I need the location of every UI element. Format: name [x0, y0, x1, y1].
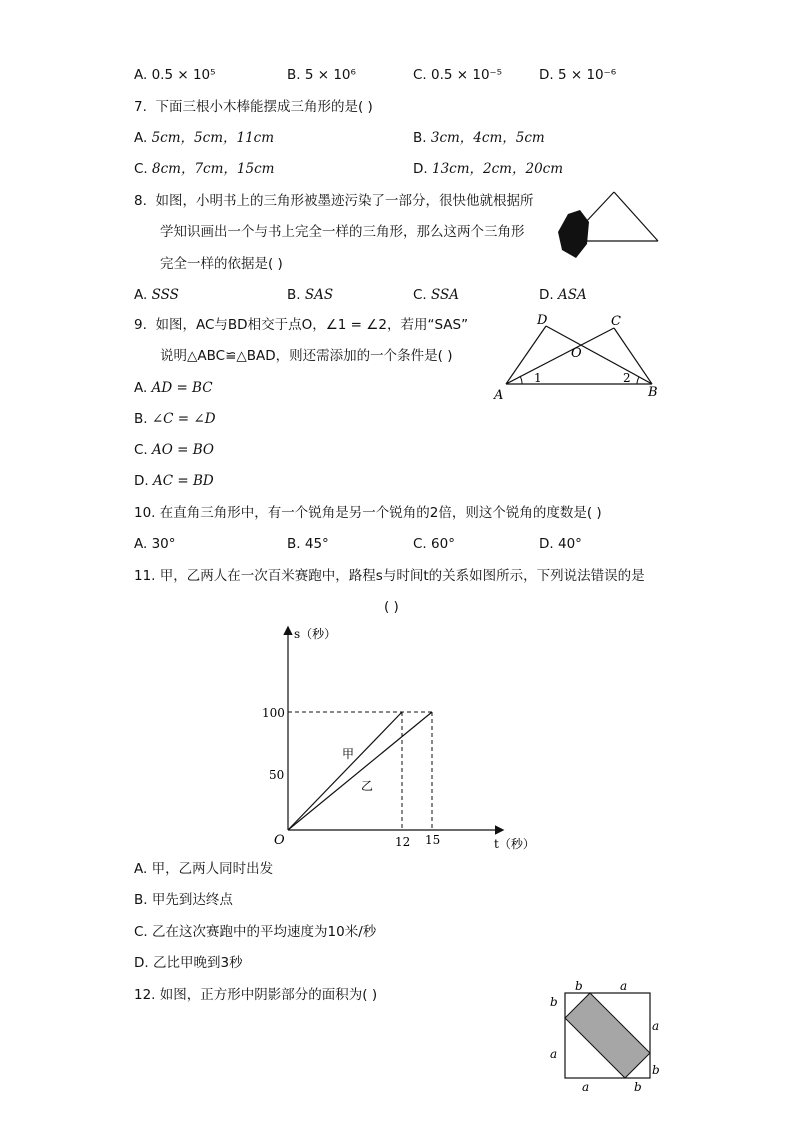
q11-option-c: C. 乙在这次赛跑中的平均速度为10米/秒	[134, 924, 377, 940]
q7-option-c: C. 8cm，7cm，15cm	[134, 161, 275, 177]
q10-option-b: B. 45°	[287, 536, 329, 552]
q6-option-c: C. 0.5 × 10⁻⁵	[413, 67, 503, 83]
line-jia	[288, 712, 402, 830]
label-angle-1: 1	[534, 371, 542, 385]
q12-square-figure	[540, 976, 670, 1096]
label-right-b: b	[652, 1063, 660, 1077]
q6-option-b: B. 5 × 10⁶	[287, 67, 356, 83]
shaded-region	[565, 993, 650, 1078]
label-o: O	[571, 346, 582, 361]
q6-option-d: D. 5 × 10⁻⁶	[539, 67, 617, 83]
q8-stem-line-1: 8. 如图，小明书上的三角形被墨迹污染了一部分，很快他就根据所	[134, 193, 534, 209]
q11-option-b: B. 甲先到达终点	[134, 892, 233, 908]
label-yi: 乙	[361, 779, 374, 793]
q8-option-b: B. SAS	[287, 287, 334, 303]
q10-option-c: C. 60°	[413, 536, 455, 552]
q7-option-a: A. 5cm，5cm，11cm	[134, 130, 275, 146]
x-axis-label: t（秒）	[494, 837, 535, 851]
q10-stem: 10. 在直角三角形中，有一个锐角是另一个锐角的2倍，则这个锐角的度数是( )	[134, 505, 602, 521]
triangle-edge	[614, 192, 658, 241]
label-left-a: a	[550, 1047, 558, 1061]
line-yi	[288, 712, 432, 830]
label-angle-2: 2	[623, 371, 631, 385]
label-bottom-b: b	[634, 1080, 642, 1094]
segment-bc	[614, 328, 652, 384]
q9-stem-line-2: 说明△ABC≌△BAD，则还需添加的一个条件是( )	[160, 348, 453, 364]
q8-stem-line-2: 学知识画出一个与书上完全一样的三角形，那么这两个三角形	[160, 224, 525, 240]
label-top-b: b	[575, 979, 583, 993]
label-d: D	[537, 313, 548, 328]
q8-option-d: D. ASA	[539, 287, 587, 303]
q10-option-a: A. 30°	[134, 536, 176, 552]
q11-stem: 11. 甲，乙两人在一次百米赛跑中，路程s与时间t的关系如图所示，下列说法错误的是	[134, 568, 645, 584]
q8-option-c: C. SSA	[413, 287, 460, 303]
y-axis-label: s（秒）	[294, 627, 337, 641]
q11-distance-time-graph	[262, 618, 552, 858]
ink-blot	[558, 210, 589, 258]
x-tick-12: 12	[395, 835, 411, 849]
q9-option-c: C. AO = BO	[134, 442, 214, 458]
label-top-a: a	[620, 979, 628, 993]
label-bottom-a: a	[582, 1080, 590, 1094]
q8-stem-line-3: 完全一样的依据是( )	[160, 256, 283, 272]
q9-option-b: B. ∠C = ∠D	[134, 411, 216, 427]
q9-option-d: D. AC = BD	[134, 473, 214, 489]
label-b: B	[648, 385, 658, 400]
segment-ac	[506, 328, 614, 384]
angle-2-arc	[637, 377, 639, 384]
y-tick-50: 50	[269, 768, 285, 782]
q6-option-a: A. 0.5 × 10⁵	[134, 67, 216, 83]
q7-option-b: B. 3cm，4cm，5cm	[413, 130, 545, 146]
q11-option-d: D. 乙比甲晚到3秒	[134, 955, 243, 971]
q9-stem-line-1: 9. 如图，AC与BD相交于点O，∠1 = ∠2，若用“SAS”	[134, 317, 469, 333]
q7-stem: 7. 下面三根小木棒能摆成三角形的是( )	[134, 99, 373, 115]
label-right-a: a	[652, 1019, 660, 1033]
q9-option-a: A. AD = BC	[134, 380, 213, 396]
label-jia: 甲	[342, 747, 355, 761]
label-c: C	[611, 314, 621, 329]
origin-label: O	[274, 833, 285, 848]
q11-paren: ( )	[384, 599, 399, 615]
q12-stem: 12. 如图，正方形中阴影部分的面积为( )	[134, 987, 378, 1003]
angle-1-arc	[520, 376, 522, 384]
label-left-b: b	[550, 995, 558, 1009]
q8-ink-triangle-figure	[554, 188, 664, 262]
y-tick-100: 100	[262, 706, 285, 720]
triangle-edge	[584, 192, 614, 224]
q9-triangle-figure	[490, 310, 666, 402]
q7-option-d: D. 13cm，2cm，20cm	[413, 161, 564, 177]
x-tick-15: 15	[425, 833, 441, 847]
label-a: A	[494, 388, 504, 402]
q8-option-a: A. SSS	[134, 287, 179, 303]
q11-option-a: A. 甲，乙两人同时出发	[134, 861, 274, 877]
q10-option-d: D. 40°	[539, 536, 582, 552]
